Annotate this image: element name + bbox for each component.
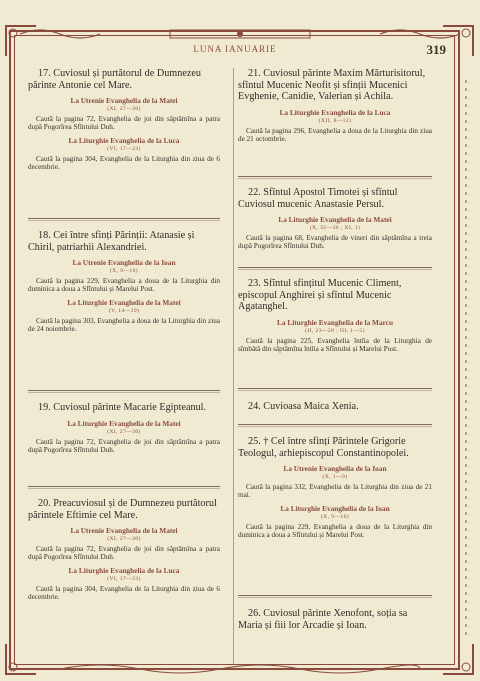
- gospel-reference: (II, 23—28 ; III, 1—5): [305, 327, 365, 334]
- entry-title: 23. Sfîntul sfințitul Mucenic Climent, episcopul Anghirei și sfîntul Mucenic Agatanghel.: [238, 278, 402, 312]
- entry-separator: [238, 595, 432, 596]
- entry-separator: [28, 218, 220, 219]
- entry-23: [238, 278, 432, 357]
- gospel-heading: La Utrenie Evanghelia de la Ioan: [72, 258, 176, 267]
- entry-19: [28, 402, 220, 458]
- entry-title: 20. Preacuviosul și de Dumnezeu purtătorul părintele Eftimie cel Mare.: [28, 498, 217, 521]
- gospel-heading: La Liturghie Evanghelia de la Matei: [67, 297, 181, 307]
- gospel-note: Caută la pagina 225, Evanghelia întîia de la Liturghia de sîmbătă din săptămîna întîia a Sfîntului și Marelui Post.: [238, 336, 432, 353]
- gospel-reference: (VI, 17—23): [107, 575, 141, 582]
- gospel-reference: (XI, 27—30): [107, 536, 141, 542]
- entry-title: 18. Cei între sfinți Părinții: Atanasie și Chiril, patriarhii Alexandriei.: [28, 230, 195, 253]
- entry-title: 25. † Cel între sfinți Părintele Grigorie Teologul, arhiepiscopul Constantinopolei.: [238, 436, 409, 459]
- entry-title: 17. Cuviosul și purtătorul de Dumnezeu părinte Antonie cel Mare.: [28, 68, 201, 91]
- gospel-heading: La Utrenie Evanghelia de la Matei: [70, 96, 178, 105]
- entry-18: [28, 230, 220, 338]
- entry-separator: [238, 424, 432, 425]
- gospel-heading: La Utrenie Evanghelia de la Matei: [70, 526, 178, 535]
- gospel-note: Caută la pagina 303, Evanghelia a doua de la Liturghia din ziua de 24 noiembrie.: [28, 316, 220, 334]
- entry-24: [238, 401, 432, 418]
- gospel-heading: La Liturghie Evanghelia de la Ioan: [280, 503, 390, 513]
- gospel-reference: (XII, 8—12): [318, 117, 352, 124]
- entry-22: [238, 187, 432, 255]
- entry-separator: [238, 388, 432, 389]
- gospel-heading: La Liturghie Evanghelia de la Marcu: [276, 317, 393, 327]
- gospel-reference: (X, 32—36 ; XI, 1): [309, 225, 361, 231]
- gospel-reference: (VI, 17—23): [107, 145, 141, 152]
- gospel-note: Caută la pagina 72, Evanghelia de joi din săptămîna a patra după Pogorîrea Sfîntului Duh.: [28, 545, 220, 562]
- gospel-note: Caută la pagina 332, Evanghelia de la Liturghia din ziua de 21 mai.: [238, 483, 432, 500]
- gospel-note: Caută la pagina 68, Evanghelia de vineri din săptămîna a treia după Pogorîrea Sfîntului Duh.: [238, 234, 432, 251]
- gospel-heading: La Liturghie Evanghelia de la Matei: [67, 418, 181, 428]
- entry-title: 21. Cuviosul părinte Maxim Mărturisitorul, sfîntul Mucenic Neofit și sfinții Mucenici Evghenie, Canidie, Valerian și Achila.: [238, 68, 426, 102]
- gospel-note: Caută la pagina 72, Evanghelia de joi din săptămîna a patra după Pogorîrea Sfîntului Duh.: [28, 437, 220, 454]
- entry-title: 22. Sfîntul Apostol Timotei și sfîntul Cuviosul mucenic Anastasie Persul.: [238, 187, 398, 210]
- top-ornament: [20, 24, 460, 44]
- side-ornament-right: [462, 80, 470, 640]
- side-ornament-left: [6, 80, 14, 640]
- gospel-note: Caută la pagina 229, Evanghelia a doua de la Liturghia din duminica a doua a Sfîntului și Marelui Post.: [238, 522, 432, 540]
- bottom-ornament: [20, 661, 460, 677]
- entry-separator: [238, 267, 432, 268]
- gospel-heading: La Liturghie Evanghelia de la Luca: [279, 107, 391, 117]
- entry-separator: [28, 486, 220, 487]
- gospel-reference: (X, 1—9): [322, 474, 348, 480]
- gospel-heading: La Utrenie Evanghelia de la Ioan: [283, 464, 387, 473]
- entry-25: [238, 436, 432, 544]
- entry-17: [28, 68, 220, 176]
- gospel-reference: (XI, 27—30): [107, 106, 141, 112]
- gospel-heading: La Liturghie Evanghelia de la Luca: [68, 565, 180, 575]
- entry-separator: [238, 176, 432, 177]
- gospel-reference: (X, 9—16): [109, 268, 139, 274]
- running-title: LUNA IANUARIE: [193, 44, 277, 54]
- entry-21: [238, 68, 432, 147]
- entry-title: 26. Cuviosul părinte Xenofont, soția sa Maria și fiii lor Arcadie și Ioan.: [238, 608, 408, 631]
- entry-26: [238, 608, 432, 636]
- gospel-reference: (V, 14—19): [108, 307, 140, 314]
- gospel-note: Caută la pagina 72, Evanghelia de joi din săptămîna a patra după Pogorîrea Sfîntului Duh.: [28, 115, 220, 132]
- column-divider: [233, 68, 234, 664]
- gospel-note: Caută la pagina 229, Evanghelia a doua de la Liturghia din duminica a doua a Sfîntului și Marelui Post.: [28, 277, 220, 294]
- page-header: [0, 44, 480, 64]
- entry-separator: [28, 390, 220, 391]
- entry-title: 24. Cuvioasa Maica Xenia.: [248, 401, 359, 412]
- entry-20: [28, 498, 220, 606]
- gospel-note: Caută la pagina 304, Evanghelia de la Liturghia din ziua de 6 decembrie.: [28, 584, 220, 602]
- gospel-reference: (X, 9—16): [320, 513, 350, 520]
- gospel-reference: (XI, 27—30): [107, 428, 141, 435]
- page-number: 319: [426, 42, 446, 57]
- gospel-note: Caută la pagina 296, Evanghelia a doua de la Liturghia din ziua de 21 octombrie.: [238, 126, 432, 143]
- gospel-note: Caută la pagina 304, Evanghelia de la Liturghia din ziua de 6 decembrie.: [28, 154, 220, 172]
- gospel-heading: La Liturghie Evanghelia de la Matei: [278, 215, 392, 224]
- gospel-heading: La Liturghie Evanghelia de la Luca: [68, 135, 180, 145]
- entry-title: 19. Cuviosul părinte Macarie Egipteanul.: [38, 402, 207, 413]
